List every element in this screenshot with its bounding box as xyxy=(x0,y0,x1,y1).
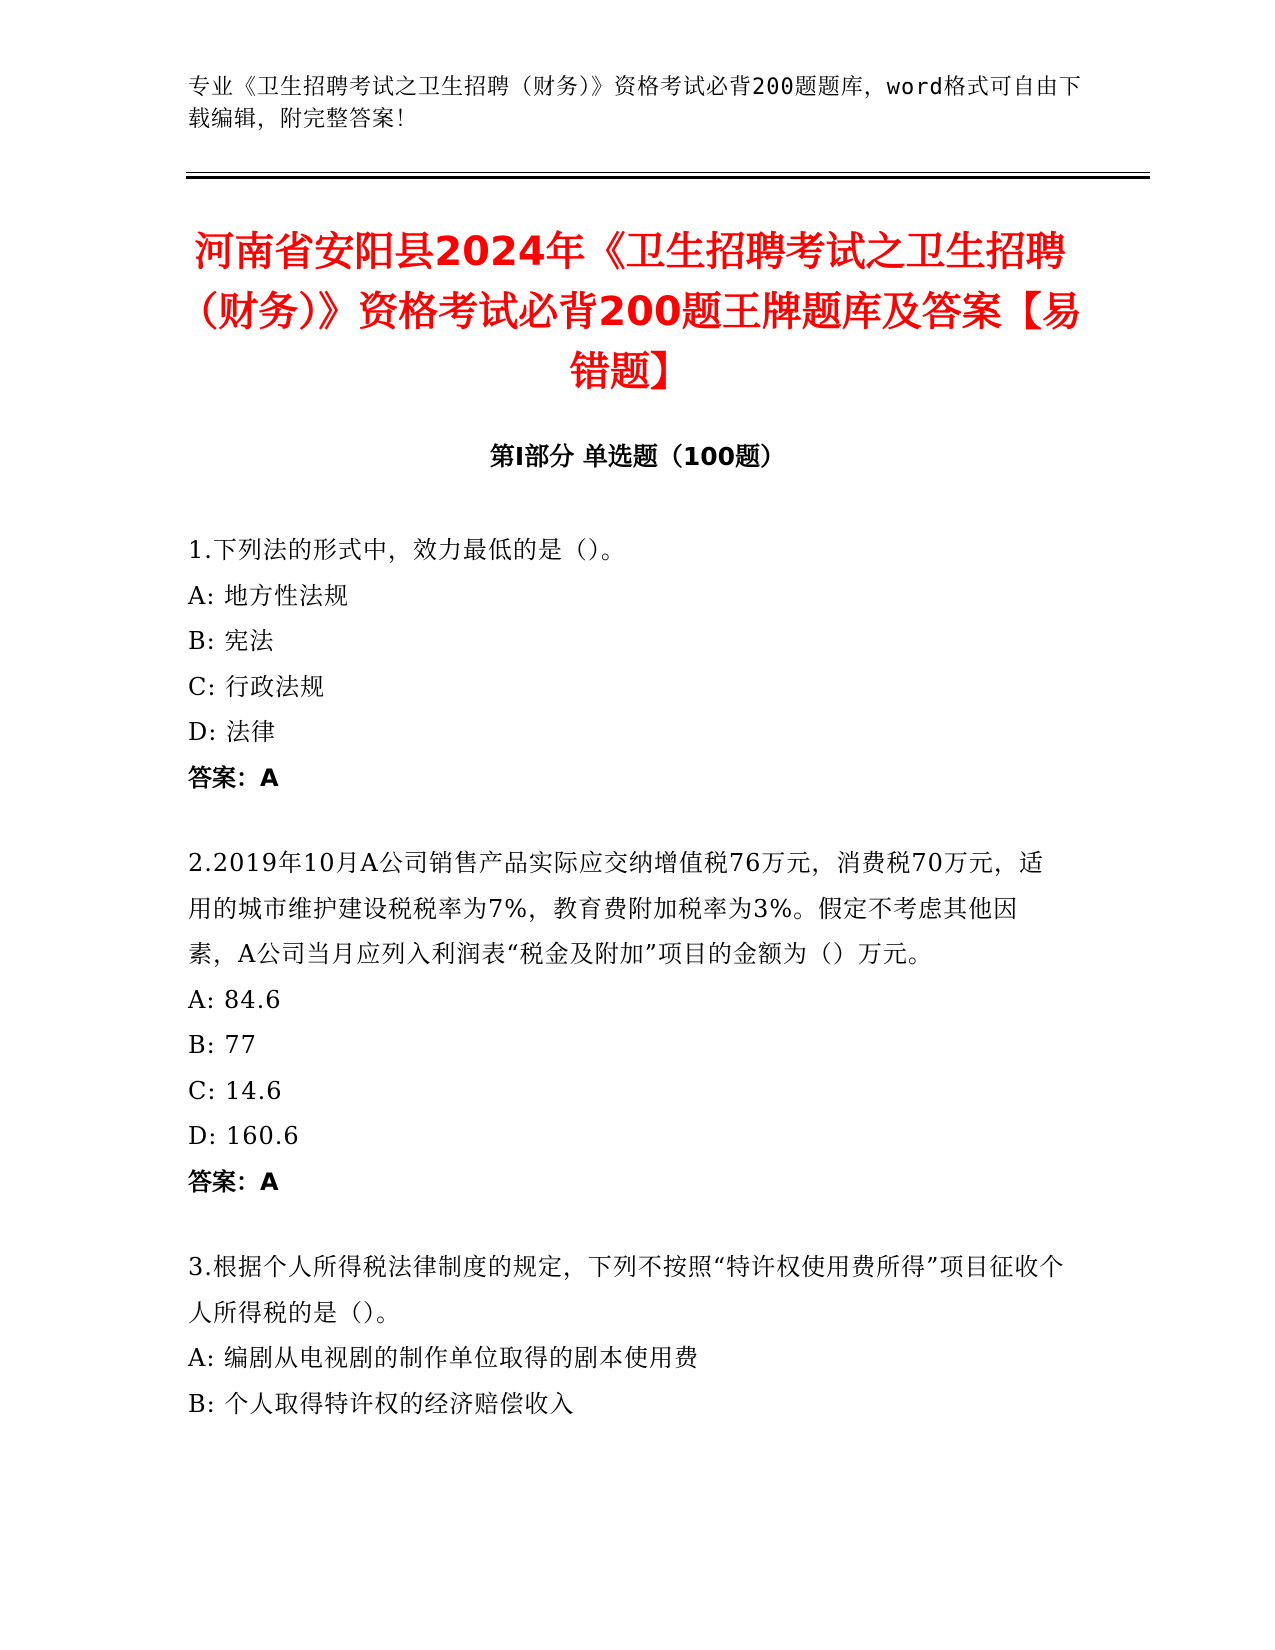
question-option: A: 84.6 xyxy=(188,985,282,1014)
header-rule-thin xyxy=(186,172,1150,173)
question-item xyxy=(188,841,1068,1205)
document-title: 河南省安阳县2024年《卫生招聘考试之卫生招聘（财务）》资格考试必背200题王牌题库及答案【易错题】 xyxy=(178,229,1082,395)
question-item xyxy=(188,1245,1068,1427)
question-option: B: 77 xyxy=(188,1031,257,1059)
question-option: C: 行政法规 xyxy=(188,672,326,701)
header-rule-thick xyxy=(186,176,1150,179)
question-stem: 1.下列法的形式中，效力最低的是（）。 xyxy=(188,536,626,564)
question-option: C: 14.6 xyxy=(188,1076,283,1105)
header-note: 专业《卫生招聘考试之卫生招聘（财务）》资格考试必背200题题库，word格式可自由下载编辑，附完整答案！ xyxy=(188,75,1082,132)
section-heading: 第I部分 单选题（100题） xyxy=(489,442,786,471)
question-list xyxy=(188,528,1068,1467)
question-option: D: 160.6 xyxy=(188,1122,300,1150)
question-item xyxy=(188,528,1068,801)
question-option: A: 编剧从电视剧的制作单位取得的剧本使用费 xyxy=(188,1344,700,1372)
question-option: A: 地方性法规 xyxy=(188,581,350,610)
question-option: B: 个人取得特许权的经济赔偿收入 xyxy=(188,1389,575,1418)
question-stem: 3.根据个人所得税法律制度的规定，下列不按照“特许权使用费所得”项目征收个人所得税的是（）。 xyxy=(188,1253,1065,1327)
question-stem: 2.2019年10月A公司销售产品实际应交纳增值税76万元，消费税70万元，适用的城市维护建设税税率为7%，教育费附加税率为3%。假定不考虑其他因素，A公司当月应列入利润表“税金及附加”项目的金额为（）万元。 xyxy=(188,849,1044,968)
question-answer: 答案：A xyxy=(188,763,279,792)
question-option: D: 法律 xyxy=(188,718,276,746)
question-option: B: 宪法 xyxy=(188,627,275,655)
question-answer: 答案：A xyxy=(188,1167,279,1196)
